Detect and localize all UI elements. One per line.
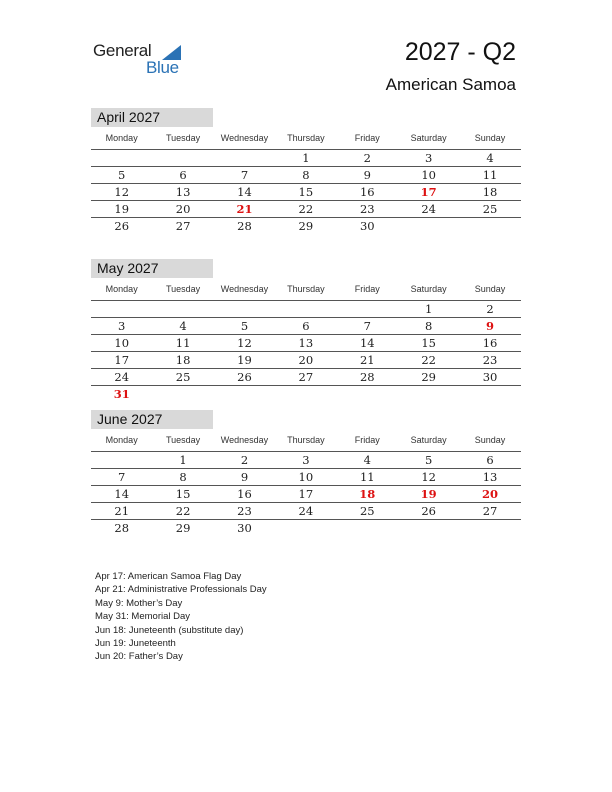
weekday-label: Tuesday — [165, 284, 201, 294]
day-cell: 18 — [482, 185, 498, 199]
day-cell: 20 — [175, 202, 191, 216]
week-row — [91, 352, 521, 369]
day-cell: 19 — [237, 353, 252, 367]
month-june — [91, 410, 521, 536]
day-cell: 1 — [179, 453, 187, 467]
day-cell: 7 — [363, 319, 371, 333]
weekday-label: Sunday — [474, 284, 506, 294]
week-row — [91, 318, 521, 335]
day-cell: 6 — [486, 453, 494, 467]
day-cell: 6 — [179, 168, 187, 182]
weekday-label: Thursday — [287, 133, 325, 143]
holiday-note: Jun 20: Father’s Day — [95, 651, 183, 663]
day-cell: 12 — [421, 470, 436, 484]
week-row — [91, 452, 521, 469]
day-cell: 29 — [421, 370, 436, 384]
day-cell: 4 — [363, 453, 371, 467]
holiday-note: Jun 19: Juneteenth — [95, 637, 176, 649]
weekday-label: Saturday — [410, 133, 447, 143]
day-cell: 9 — [363, 168, 371, 182]
month-april — [91, 108, 521, 234]
day-cell: 20 — [298, 353, 314, 367]
weekday-label: Monday — [105, 284, 138, 294]
holiday-note: May 31: Memorial Day — [95, 611, 191, 623]
day-cell: 1 — [424, 302, 433, 316]
day-cell: 11 — [175, 336, 191, 350]
day-cell: 27 — [482, 504, 498, 518]
weekday-label: Tuesday — [165, 435, 201, 445]
holiday-day-cell: 21 — [236, 202, 253, 216]
day-cell: 28 — [359, 370, 375, 384]
day-cell: 2 — [240, 453, 249, 467]
day-cell: 3 — [424, 151, 433, 165]
day-cell: 7 — [240, 168, 249, 182]
day-cell: 2 — [363, 151, 371, 165]
weekday-label: Sunday — [474, 133, 506, 143]
day-cell: 23 — [482, 353, 498, 367]
weekday-label: Wednesday — [220, 435, 269, 445]
week-row — [91, 503, 521, 520]
week-row — [91, 301, 521, 318]
weekday-label: Thursday — [287, 284, 325, 294]
day-cell: 13 — [298, 336, 314, 350]
day-cell: 29 — [298, 219, 314, 233]
day-cell: 25 — [175, 370, 191, 384]
week-row — [91, 486, 521, 503]
day-cell — [275, 301, 336, 317]
day-cell: 23 — [359, 202, 375, 216]
day-cell: 24 — [421, 202, 436, 216]
day-cell: 28 — [237, 219, 252, 233]
weekday-label: Wednesday — [220, 133, 269, 143]
day-cell: 5 — [424, 453, 433, 467]
day-cell: 16 — [359, 185, 375, 199]
month-label: June 2027 — [91, 410, 213, 429]
week-row — [91, 218, 521, 234]
day-cell: 29 — [175, 521, 191, 535]
day-cell — [398, 218, 459, 234]
day-cell: 13 — [175, 185, 191, 199]
day-cell — [91, 150, 152, 166]
week-row — [91, 184, 521, 201]
holiday-note: Apr 21: Administrative Professionals Day — [95, 584, 267, 596]
day-cell: 15 — [175, 487, 191, 501]
weekday-label: Saturday — [410, 284, 447, 294]
day-cell: 21 — [359, 353, 375, 367]
day-cell: 3 — [302, 453, 310, 467]
weekday-header — [91, 280, 521, 301]
weekday-label: Wednesday — [220, 284, 269, 294]
day-cell: 2 — [486, 302, 494, 316]
day-cell — [337, 386, 398, 402]
week-row — [91, 369, 521, 386]
day-cell: 17 — [298, 487, 314, 501]
day-cell — [152, 386, 213, 402]
day-cell — [214, 386, 275, 402]
weekday-label: Monday — [105, 133, 138, 143]
holiday-day-cell: 19 — [420, 487, 437, 501]
weekday-label: Sunday — [474, 435, 506, 445]
logo-general-text: General — [93, 41, 152, 60]
day-cell: 25 — [359, 504, 375, 518]
holiday-day-cell: 31 — [113, 387, 130, 401]
day-cell: 10 — [421, 168, 436, 182]
day-cell — [275, 386, 336, 402]
day-cell: 19 — [114, 202, 130, 216]
day-cell: 14 — [114, 487, 130, 501]
month-label: April 2027 — [91, 108, 213, 127]
day-cell: 22 — [298, 202, 314, 216]
holiday-day-cell: 18 — [359, 487, 376, 501]
logo-blue-text: Blue — [146, 58, 179, 77]
day-cell — [91, 301, 152, 317]
day-cell — [275, 520, 336, 536]
day-cell — [214, 301, 275, 317]
day-cell: 24 — [114, 370, 130, 384]
holiday-day-cell: 9 — [486, 319, 495, 333]
day-cell: 14 — [237, 185, 252, 199]
day-cell: 5 — [240, 319, 249, 333]
day-cell: 16 — [482, 336, 498, 350]
day-cell: 6 — [302, 319, 310, 333]
day-cell: 12 — [237, 336, 252, 350]
day-cell: 27 — [298, 370, 314, 384]
country-name: American Samoa — [385, 75, 516, 94]
day-cell: 30 — [237, 521, 252, 535]
week-row — [91, 335, 521, 352]
holiday-note: Jun 18: Juneteenth (substitute day) — [95, 624, 244, 636]
weekday-label: Friday — [354, 284, 380, 294]
day-cell: 18 — [175, 353, 191, 367]
week-row — [91, 469, 521, 486]
day-cell: 13 — [482, 470, 498, 484]
day-cell — [152, 301, 213, 317]
day-cell: 15 — [421, 336, 436, 350]
month-may — [91, 259, 521, 402]
day-cell: 22 — [175, 504, 191, 518]
weekday-label: Tuesday — [165, 133, 201, 143]
weekday-label: Thursday — [287, 435, 325, 445]
day-cell: 22 — [421, 353, 436, 367]
day-cell: 27 — [175, 219, 191, 233]
day-cell: 5 — [118, 168, 126, 182]
day-cell — [459, 386, 520, 402]
day-cell — [459, 218, 520, 234]
day-cell: 15 — [298, 185, 314, 199]
day-cell — [459, 520, 520, 536]
weekday-header — [91, 129, 521, 150]
day-cell: 23 — [237, 504, 252, 518]
day-cell: 14 — [359, 336, 375, 350]
weekday-label: Friday — [354, 133, 380, 143]
week-row — [91, 150, 521, 167]
week-row — [91, 167, 521, 184]
logo — [93, 41, 193, 77]
day-cell: 24 — [298, 504, 314, 518]
day-cell: 11 — [359, 470, 375, 484]
holiday-day-cell: 17 — [420, 185, 437, 199]
weekday-label: Friday — [354, 435, 380, 445]
holiday-notes — [95, 570, 267, 664]
day-cell: 4 — [486, 151, 494, 165]
day-cell: 4 — [179, 319, 187, 333]
week-row — [91, 386, 521, 402]
day-cell: 3 — [118, 319, 126, 333]
holiday-note: Apr 17: American Samoa Flag Day — [95, 571, 242, 582]
weekday-header — [91, 431, 521, 452]
day-cell: 17 — [114, 353, 130, 367]
day-cell: 26 — [421, 504, 436, 518]
day-cell — [398, 520, 459, 536]
day-cell: 8 — [179, 470, 187, 484]
day-cell: 10 — [114, 336, 130, 350]
weekday-label: Monday — [105, 435, 138, 445]
day-cell: 8 — [424, 319, 433, 333]
day-cell: 8 — [302, 168, 310, 182]
page-title: 2027 - Q2 — [404, 38, 516, 66]
month-label: May 2027 — [91, 259, 213, 278]
day-cell: 26 — [237, 370, 252, 384]
day-cell: 11 — [482, 168, 498, 182]
day-cell — [337, 520, 398, 536]
day-cell — [398, 386, 459, 402]
day-cell: 30 — [482, 370, 498, 384]
day-cell: 16 — [237, 487, 252, 501]
day-cell — [214, 150, 275, 166]
day-cell: 30 — [359, 219, 375, 233]
day-cell: 21 — [114, 504, 130, 518]
week-row — [91, 201, 521, 218]
holiday-day-cell: 20 — [482, 487, 499, 501]
day-cell: 9 — [240, 470, 249, 484]
day-cell: 7 — [118, 470, 126, 484]
day-cell: 1 — [302, 151, 310, 165]
holiday-note: May 9: Mother’s Day — [95, 597, 183, 609]
day-cell: 26 — [114, 219, 130, 233]
day-cell: 10 — [298, 470, 314, 484]
day-cell — [152, 150, 213, 166]
day-cell — [337, 301, 398, 317]
week-row — [91, 520, 521, 536]
day-cell: 25 — [482, 202, 498, 216]
day-cell: 12 — [114, 185, 130, 199]
weekday-label: Saturday — [410, 435, 447, 445]
day-cell: 28 — [114, 521, 130, 535]
day-cell — [91, 452, 152, 468]
